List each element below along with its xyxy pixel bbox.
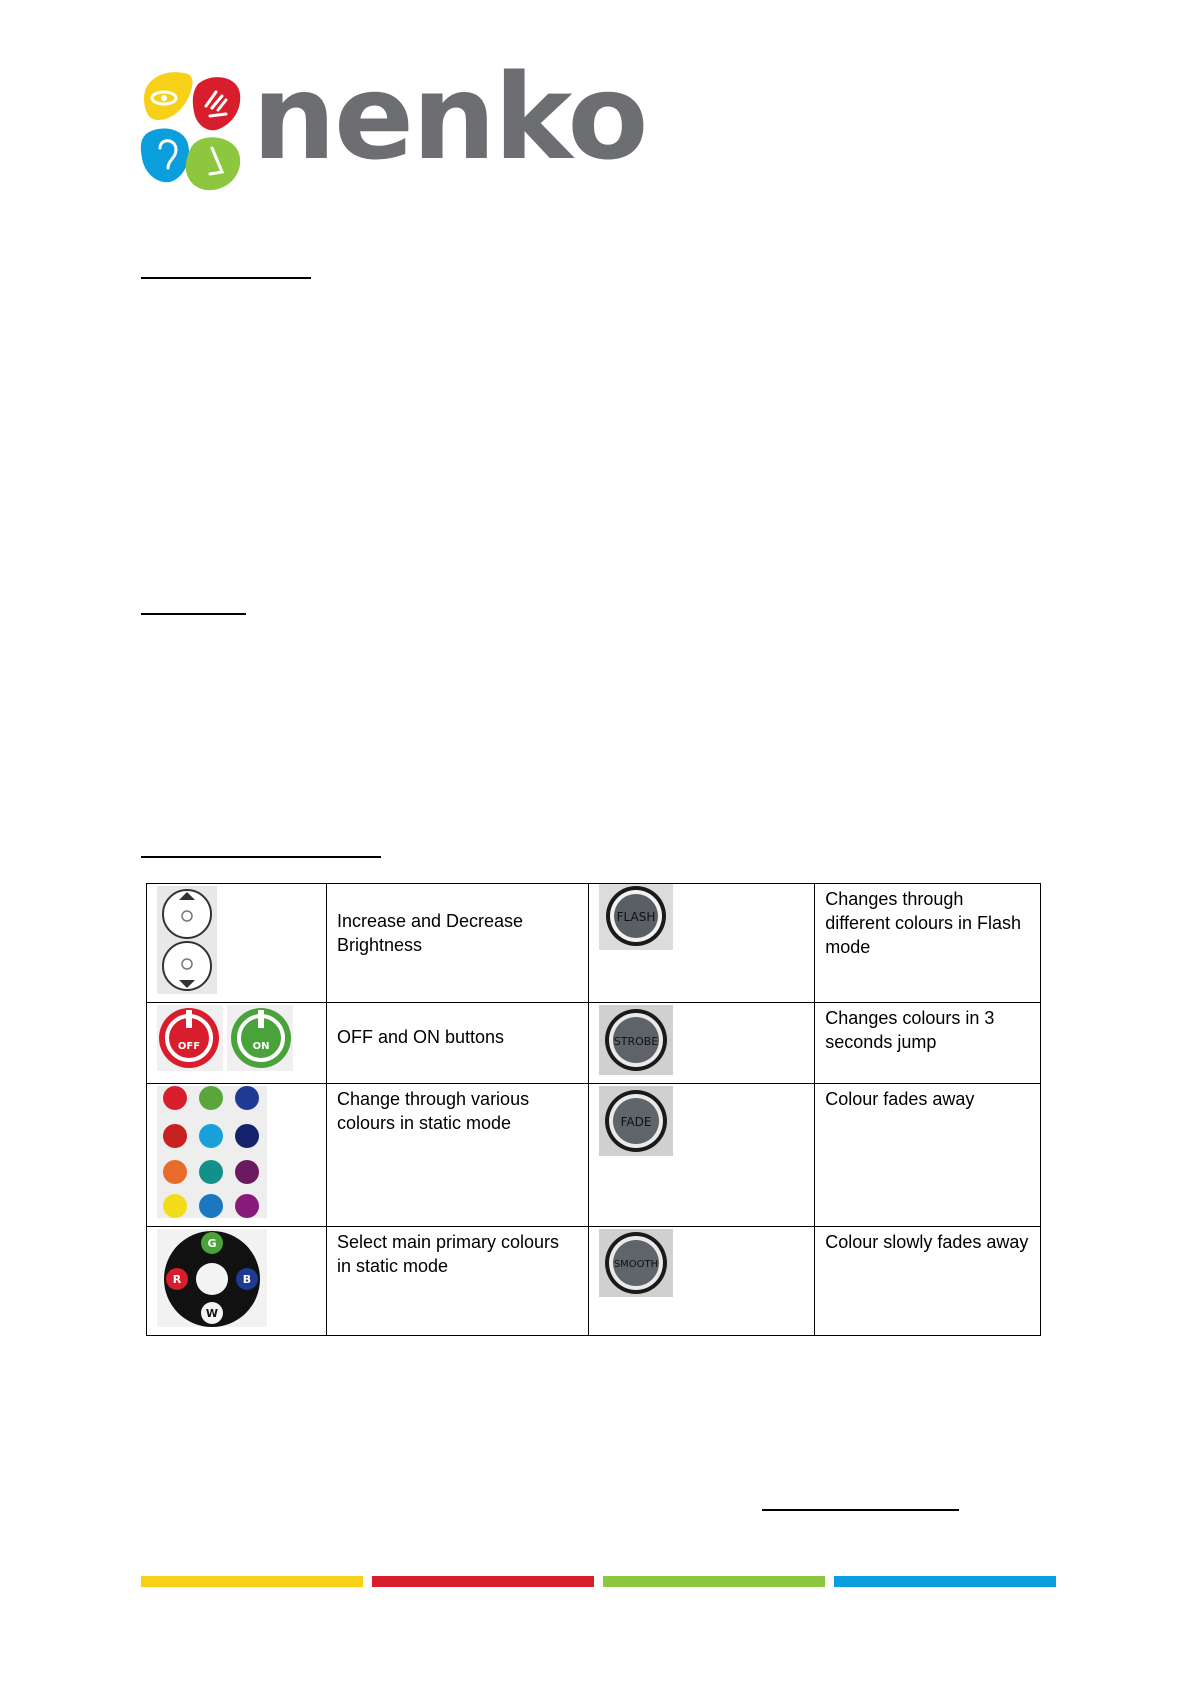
table-cell-text: OFF and ON buttons <box>326 1003 588 1084</box>
link-underline <box>762 1509 959 1511</box>
g-label: G <box>207 1237 217 1250</box>
smooth-label: SMOOTH <box>613 1259 658 1270</box>
table-cell-text: Change through various colours in static mode <box>326 1084 588 1227</box>
fade-label: FADE <box>620 1115 652 1129</box>
remote-buttons-table <box>146 883 1041 1336</box>
colour-grid-icon <box>147 1084 327 1227</box>
r-label: R <box>172 1273 182 1286</box>
table-cell-text: Changes colours in 3 seconds jump <box>815 1003 1041 1084</box>
nenko-logo <box>140 48 647 198</box>
footer-bar-blue <box>834 1576 1056 1587</box>
strobe-button-icon <box>588 1003 815 1084</box>
section-heading-underline <box>141 856 381 858</box>
on-label: ON <box>252 1041 270 1052</box>
section-heading-underline <box>141 613 246 615</box>
table-cell-text: Increase and Decrease Brightness <box>326 884 588 1003</box>
off-on-buttons-icon <box>147 1003 327 1084</box>
table-cell-text: Colour slowly fades away <box>815 1227 1041 1336</box>
table-row <box>147 1084 1041 1227</box>
section-heading-underline <box>141 277 311 279</box>
flash-button-icon <box>588 884 815 1003</box>
w-label: W <box>205 1307 219 1320</box>
footer-bar-red <box>372 1576 594 1587</box>
rgbw-selector-icon <box>147 1227 327 1336</box>
footer-bar-yellow <box>141 1576 363 1587</box>
brightness-up-down-icon <box>147 884 327 1003</box>
table-cell-text: Colour fades away <box>815 1084 1041 1227</box>
table-row <box>147 884 1041 1003</box>
table-cell-text: Select main primary colours in static mode <box>326 1227 588 1336</box>
table-row <box>147 1227 1041 1336</box>
footer-bar-green <box>603 1576 825 1587</box>
senses-logo-icon <box>140 68 252 198</box>
logo-wordmark: nenko <box>252 48 647 186</box>
strobe-label: STROBE <box>613 1035 658 1048</box>
table-row <box>147 1003 1041 1084</box>
smooth-button-icon <box>588 1227 815 1336</box>
b-label: B <box>242 1273 252 1286</box>
off-label: OFF <box>177 1041 201 1052</box>
table-cell-text: Changes through different colours in Flash mode <box>815 884 1041 1003</box>
fade-button-icon <box>588 1084 815 1227</box>
flash-label: FLASH <box>616 910 655 924</box>
